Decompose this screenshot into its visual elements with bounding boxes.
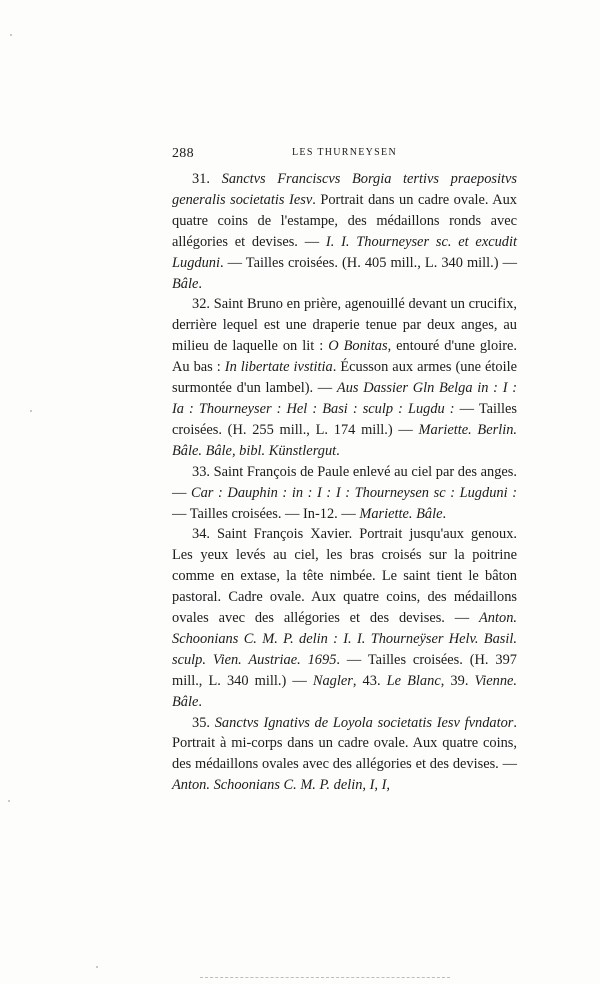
entry-italic-text: Nagler — [312, 672, 353, 689]
entry-italic-text: Vienne. Bâle — [172, 672, 517, 710]
entry-text: , 39. — [440, 672, 475, 689]
catalogue-entry — [172, 294, 517, 461]
entry-italic-text: Aus Dassier Gln Belga in : I : Ia : Thourneyser : Hel : Basi : sculp : Lugdu : — [172, 380, 517, 417]
entry-text: . Portrait à mi-corps dans un cadre ovale. Aux quatre coins, des médaillons ovales avec des allégories et des devises. — — [172, 714, 517, 773]
entry-text: . Portrait dans un cadre ovale. Aux quatre coins de l'estampe, des médaillons ronds avec allégories et devises. — — [172, 191, 517, 250]
paper-speck — [30, 410, 32, 412]
entry-text: . — [336, 442, 340, 459]
paper-speck — [96, 966, 98, 968]
entry-italic-text: Sanctvs Ignativs de Loyola societatis Iesv fvndator — [214, 714, 514, 731]
entry-italic-text: Mariette. Berlin. Bâle. Bâle, bibl. Künstlergut — [172, 421, 518, 459]
entry-italic-text: In libertate ivstitia — [224, 359, 333, 376]
entry-text: . — Tailles croisées. (H. 405 mill., L. 340 mill.) — — [219, 254, 517, 271]
running-head — [172, 146, 517, 162]
catalogue-entries — [172, 169, 517, 796]
catalogue-entry — [172, 169, 517, 294]
entry-text: — Tailles croisées. (H. 255 mill., L. 174 mill.) — — [172, 400, 518, 438]
entry-text: , entouré d'une gloire. Au bas : — [172, 338, 517, 376]
entry-number: 35. — [192, 714, 215, 731]
entry-italic-text: Car : Dauphin : in : I : I : Thourneysen sc : Lugduni : — [191, 484, 517, 501]
entry-text: . — [198, 275, 202, 292]
entry-italic-text: Anton. Schoonians C. M. P. delin : I. I. Thourneÿser Helv. Basil. sculp. Vien. Austriae. 1695 — [172, 610, 517, 668]
catalogue-entry — [172, 462, 517, 525]
running-title: LES THURNEYSEN — [292, 147, 397, 158]
entry-italic-text: Bâle — [172, 275, 199, 292]
entry-number: 31. — [192, 171, 222, 187]
entry-italic-text: Mariette. Bâle — [359, 505, 443, 522]
entry-text: Saint Bruno en prière, agenouillé devant un crucifix, derrière lequel est une draperie tenue par deux anges, au milieu de laquelle on lit : — [172, 296, 517, 355]
entry-number: 33. — [192, 463, 214, 480]
entry-number: 34. — [192, 526, 218, 543]
entry-text: , 43. — [352, 672, 387, 689]
entry-text: Saint François Xavier. Portrait jusqu'aux genoux. Les yeux levés au ciel, les bras croisés sur la poitrine comme en extase, la tête nimbée. Le saint tient le bâton pastoral. Cadre ovale. Aux quatre coins, des médaillons ovales avec des allégories et des devises. — — [172, 526, 517, 627]
paper-speck — [8, 800, 10, 802]
page-number: 288 — [172, 146, 194, 161]
entry-italic-text: Anton. Schoonians C. M. P. delin, I, I, — [172, 777, 390, 794]
catalogue-entry — [172, 524, 517, 712]
entry-text: . — [442, 505, 447, 522]
entry-number: 32. — [192, 296, 214, 313]
page-bottom-rule — [200, 977, 450, 978]
entry-italic-text: Sanctvs Franciscvs Borgia tertivs praepositvs generalis societatis Iesv — [172, 171, 517, 208]
entry-italic-text: Le Blanc — [386, 672, 441, 689]
entry-italic-text: O Bonitas — [328, 338, 388, 355]
entry-text: . — [198, 693, 202, 710]
entry-text: . — Tailles croisées. (H. 397 mill., L. 340 mill.) — — [172, 651, 517, 689]
entry-text: Saint François de Paule enlevé au ciel par des anges. — — [172, 463, 517, 501]
catalogue-entry — [172, 713, 517, 797]
paper-speck — [10, 34, 12, 36]
entry-text: — Tailles croisées. — In-12. — — [172, 505, 360, 522]
entry-italic-text: I. I. Thourneyser sc. et excudit Lugduni — [172, 233, 517, 271]
entry-text: . Écusson aux armes (une étoile surmontée d'un lambel). — — [172, 359, 517, 397]
